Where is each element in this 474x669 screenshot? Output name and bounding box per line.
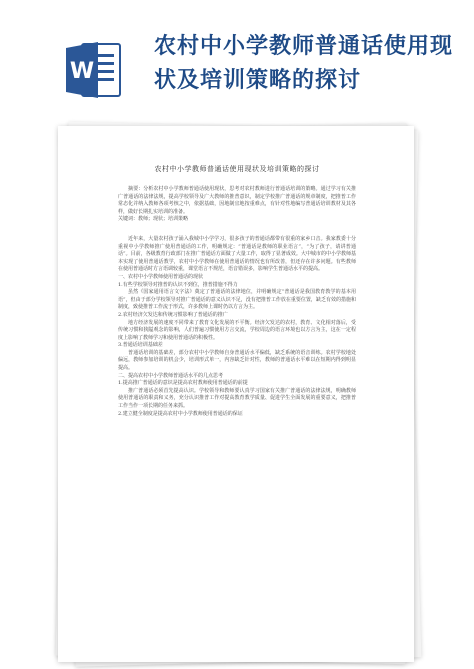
keywords: 关键词：教师；现状；培训策略 bbox=[118, 216, 189, 223]
body-paragraph: 推广普通话必须首先提高认识。学校领导和教师要认真学习国家有关推广普通话的法律法规，明确教师使用普通话的职责和义务，充分认识推普工作对提高教育教学质量、促进学生全面发展的重要意义，把推普工作当作一项长期的任务来抓。 bbox=[118, 387, 356, 410]
subsection-heading: 2.建立健全制度是提高农村中小学教师使用普通话的保证 bbox=[118, 410, 243, 417]
intro-paragraph: 近年来，大量农村孩子涌入我城中小学学习，很多孩子的普通话都带有很重的家乡口音。我家教委十分重视中小学教师推广使用普通话的工作，明确规定：“普通话是教师的职业语言”，“为了孩子，请讲普通话”。目前，各级教育行政部门在推广普通话方面做了大量工作，取得了显著成效。大中城市的中小学教师基本实现了使用普通话教学，农村中小学教师在使用普通话的情况也有所改善，但还存在许多问题。有些教师在使用普通话时方言语调较重，课堂语言不规范，语音错误多，影响学生普通话水平的提高。 bbox=[118, 235, 356, 273]
subsection-heading: 1.有些学校领导对推普的认识不到位，推普措施不得力 bbox=[118, 281, 238, 288]
body-paragraph: 地方经济发展的速度不同带来了教育文化发展的不平衡。经济欠发达的农村，教育、文化相对落后，受传统习惯和狭隘观念的影响，人们普遍习惯使用方言交流，学校周边的语言环境也以方言为主，这在一定程度上影响了教师学习和使用普通话的积极性。 bbox=[118, 319, 356, 341]
section-heading: 二、提高农村中小学教师普通话水平的几点思考 bbox=[118, 372, 224, 379]
word-icon bbox=[64, 38, 124, 102]
document-preview bbox=[58, 126, 414, 662]
word-icon-letter: W bbox=[69, 59, 95, 84]
body-paragraph: 普通话培训的基础差，部分农村中小学教师自身普通话水平偏低，缺乏系统的语音训练。农村学校地处偏远，教师参加培训的机会少，培训形式单一，内容缺乏针对性，教师的普通话水平难以在短期内得到明显提高。 bbox=[118, 349, 356, 372]
body-paragraph: 虽然《国家通用语言文字法》奠定了普通话的法律地位，并明确规定“普通话是我国教育教学的基本用语”，但由于部分学校领导对推广普通话的意义认识不足，没有把推普工作放在重要位置，缺乏有效的措施和制度，致使推普工作流于形式，许多教师上课时仍以方言为主。 bbox=[118, 289, 356, 311]
section-heading: 一、农村中小学教师使用普通话的现状 bbox=[118, 273, 204, 280]
subsection-heading: 1.提高推广普通话的意识是提高农村教师使用普通话的前提 bbox=[118, 380, 248, 387]
page-title: 农村中小学教师普通话使用现状及培训策略的探讨 bbox=[154, 34, 454, 93]
document-title: 农村中小学教师普通话使用现状及培训策略的探讨 bbox=[154, 165, 320, 173]
abstract: 摘要：分析农村中小学教师普通话使用现状，思考对农村教师进行普通话培训的策略。通过学习有关推广普通话的法律法规，提高学校领导及广大教师的推普意识，制定学校推广普通话的规章制度，把推普工作常态化并纳入教师各项考核之中，依据基础，因地制宜地按重难点，有针对性地编写普通话培训教材及其各样，做好长期扎实培训的准备。 bbox=[118, 186, 356, 215]
subsection-heading: 2.农村经济欠发达和传统习惯影响了普通话的推广 bbox=[118, 311, 228, 318]
subsection-heading: 3.普通话培训基础差 bbox=[118, 342, 163, 349]
document-body bbox=[118, 164, 356, 418]
